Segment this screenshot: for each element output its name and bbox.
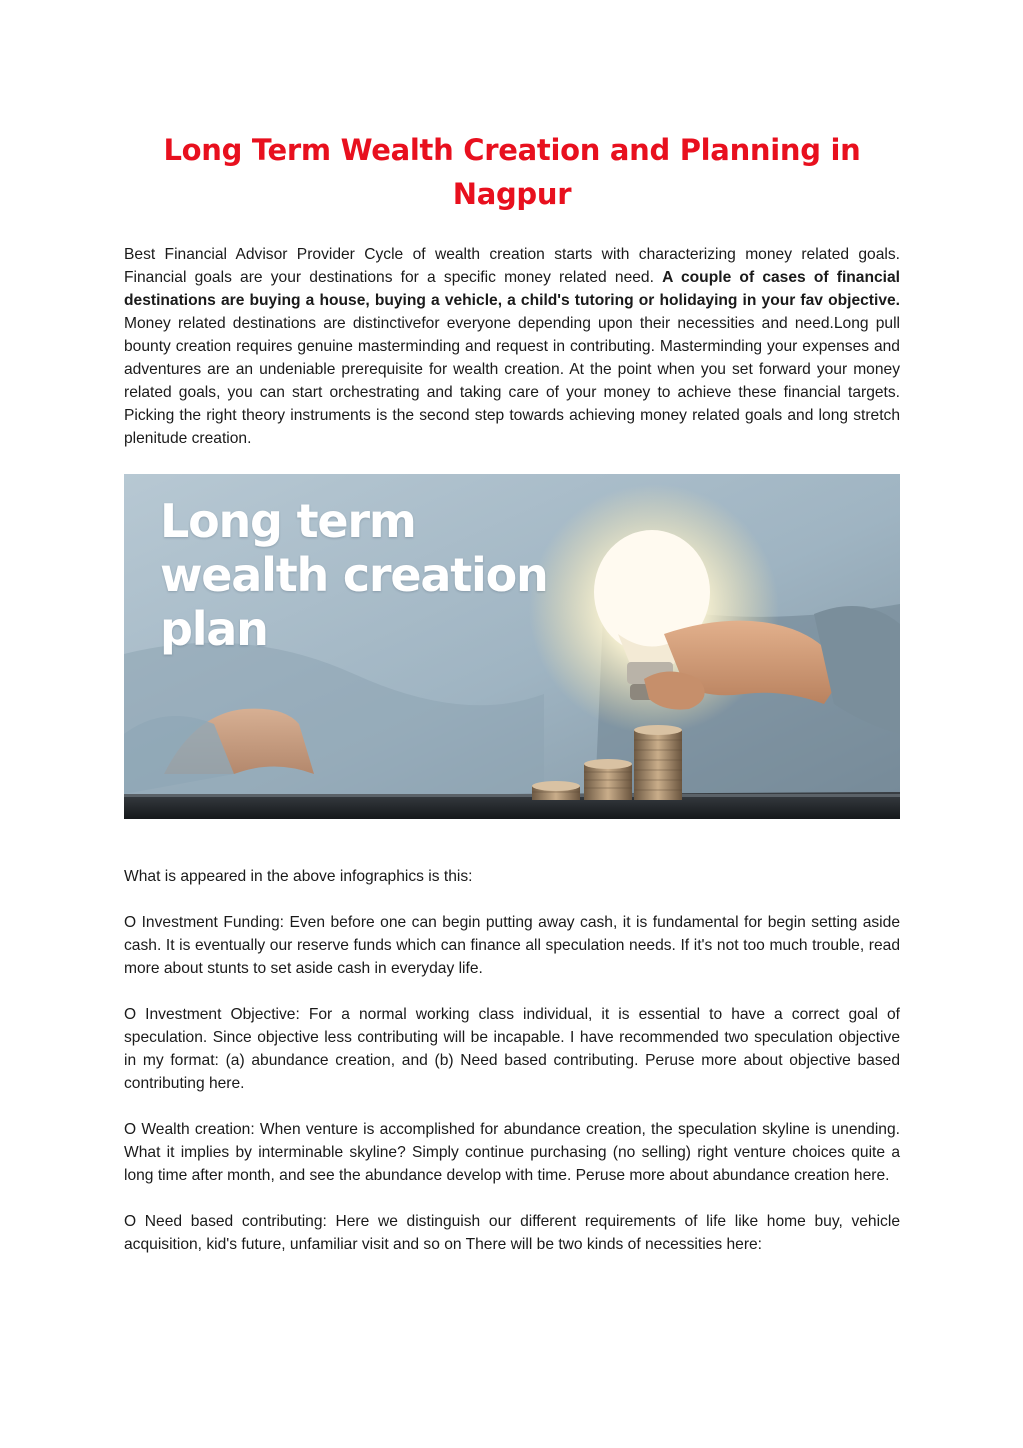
section-wealth-creation: O Wealth creation: When venture is accomplished for abundance creation, the speculation skyline is unending. What it implies by interminable skyline? Simply continue purchasing (no selling) right venture choices quite a long time after month, and see the abundance develop with time. Peruse more about abundance creation here. bbox=[124, 1121, 900, 1184]
page-title: Long Term Wealth Creation and Planning in Nagpur bbox=[163, 133, 861, 211]
document-page bbox=[124, 128, 900, 1256]
intro-paragraph bbox=[124, 243, 900, 450]
hero-overlay-text: Long term wealth creation plan bbox=[160, 494, 548, 656]
section-investment-funding: O Investment Funding: Even before one can begin putting away cash, it is fundamental for begin setting aside cash. It is eventually our reserve funds which can finance all speculation needs. If it's not too much trouble, read more about stunts to set aside cash in everyday life. bbox=[124, 914, 900, 977]
intro-text-end: Money related destinations are distinctivefor everyone depending upon their necessities and need.Long pull bounty creation requires genuine masterminding and request in contributing. Masterminding your expenses and adventures are an undeniable prerequisite for wealth creation. At the point when you set forward your money related goals, you can start orchestrating and taking care of your money to achieve these financial targets. Picking the right theory instruments is the second step towards achieving money related goals and long stretch plenitude creation. bbox=[124, 315, 900, 447]
image-caption: What is appeared in the above infographics is this: bbox=[124, 868, 473, 885]
section-investment-objective: O Investment Objective: For a normal working class individual, it is essential to have a correct goal of speculation. Since objective less contributing will be incapable. I have recommended two speculation objective in my format: (a) abundance creation, and (b) Need based contributing. Peruse more about objective based contributing here. bbox=[124, 1006, 900, 1092]
hero-image bbox=[124, 474, 900, 819]
section-need-based-contributing: O Need based contributing: Here we distinguish our different requirements of life like home buy, vehicle acquisition, kid's future, unfamiliar visit and so on There will be two kinds of necessities here: bbox=[124, 1213, 900, 1253]
intro-text-start: Best Financial Advisor Provider Cycle of wealth creation starts with characterizing money related goals. Financial goals are your destinations for a specific money related need. bbox=[124, 246, 900, 286]
intro-bold-text: A couple of cases of financial destinations are buying a house, buying a vehicle, a child's tutoring or holidaying in your fav objective. bbox=[124, 269, 901, 309]
